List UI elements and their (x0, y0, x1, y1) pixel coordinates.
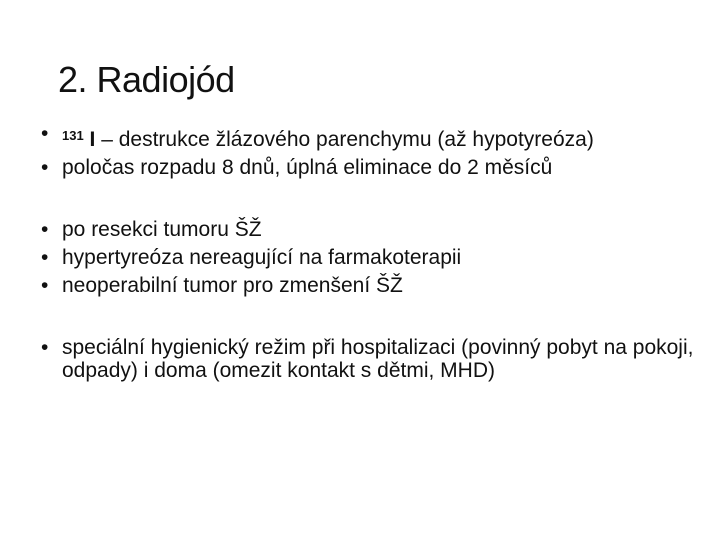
bullet-text: hypertyreóza nereagující na farmakoterapii (62, 246, 462, 269)
bullet-item-hygiene-regime (20, 336, 700, 382)
bullet-icon: • (41, 246, 49, 269)
bullet-text: neoperabilní tumor pro zmenšení ŠŽ (62, 274, 403, 297)
bullet-item-half-life (20, 156, 700, 179)
bullet-icon: • (41, 336, 49, 359)
bullet-item-resection (20, 218, 700, 241)
bullet-icon: • (41, 122, 49, 145)
isotope-symbol: I (89, 128, 96, 151)
isotope-mass-number: 131 (62, 128, 84, 143)
bullet-text: speciální hygienický režim při hospitalizaci (povinný pobyt na pokoji, odpady) i doma (omezit kontakt s dětmi, MHD) (62, 336, 694, 382)
bullet-item-hyperthyroidism (20, 246, 700, 269)
bullet-list (20, 122, 700, 387)
bullet-icon: • (41, 274, 49, 297)
bullet-text: – destrukce žlázového parenchymu (až hypotyreóza) (95, 128, 594, 151)
bullet-icon: • (41, 218, 49, 241)
bullet-text: poločas rozpadu 8 dnů, úplná eliminace do 2 měsíců (62, 156, 553, 179)
group-spacer (20, 302, 700, 336)
bullet-icon: • (41, 156, 49, 179)
group-spacer (20, 184, 700, 218)
slide-title: 2. Radiojód (58, 59, 235, 100)
bullet-item-radioiodine (20, 122, 700, 151)
bullet-text: po resekci tumoru ŠŽ (62, 218, 262, 241)
bullet-item-inoperable-tumor (20, 274, 700, 297)
